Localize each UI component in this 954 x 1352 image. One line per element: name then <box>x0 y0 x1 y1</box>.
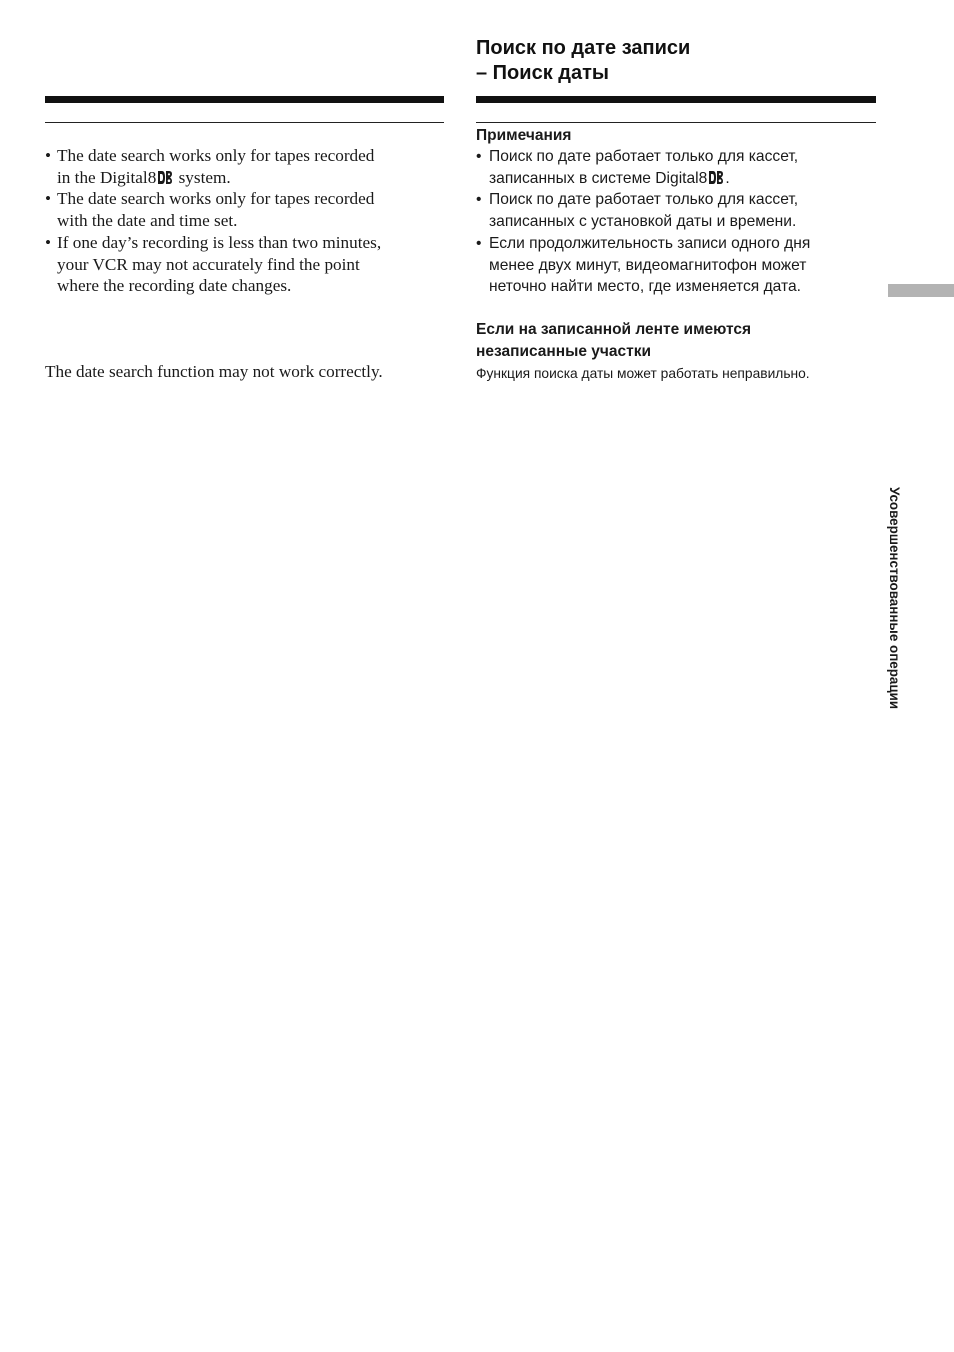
note-line: менее двух минут, видеомагнитофон может <box>489 256 807 274</box>
note-line: записанных с установкой даты и времени. <box>489 213 797 231</box>
note-line: The date search works only for tapes recorded <box>57 146 375 165</box>
russian-note-item <box>476 189 876 232</box>
header-rule-thick <box>476 96 876 103</box>
blank-portion-heading <box>476 319 751 362</box>
header-rule-thin <box>45 122 444 123</box>
bullet: • <box>45 232 52 252</box>
note-line <box>57 167 444 189</box>
bullet: • <box>476 191 482 209</box>
note-line: Поиск по дате работает только для кассет, <box>489 191 799 209</box>
side-label-text: Усовершенствованные операции <box>887 487 902 710</box>
english-note-item <box>45 188 444 231</box>
english-note-item <box>45 232 444 297</box>
bullet: • <box>45 146 52 165</box>
title-line: Поиск по дате записи <box>476 37 691 59</box>
note-text: . <box>725 169 730 187</box>
note-text: in the Digital8 <box>57 167 157 187</box>
notes-heading: Примечания <box>476 127 572 144</box>
digital8-logo-icon <box>708 170 724 185</box>
english-note-item <box>45 145 444 188</box>
title-line: – Поиск даты <box>476 62 609 84</box>
heading-line: Если на записанной ленте имеются <box>476 321 752 338</box>
note-line: with the date and time set. <box>57 211 238 231</box>
header-rule-thin <box>476 122 876 123</box>
russian-note-item <box>476 233 876 298</box>
note-line: неточно найти место, где изменяется дата. <box>489 278 801 296</box>
note-line: where the recording date changes. <box>57 276 292 296</box>
note-line: The date search works only for tapes recorded <box>57 189 375 209</box>
note-line: your VCR may not accurately find the point <box>57 254 360 274</box>
bullet: • <box>476 148 482 165</box>
note-line: Поиск по дате работает только для кассет, <box>489 148 799 165</box>
header-rule-thick <box>45 96 444 103</box>
heading-line: незаписанные участки <box>476 342 652 360</box>
english-notes-list <box>45 145 444 297</box>
note-line: If one day’s recording is less than two minutes, <box>57 232 382 252</box>
russian-blank-portion-text: Функция поиска даты может работать неправильно. <box>476 366 810 381</box>
note-text: записанных в системе Digital8 <box>489 169 708 187</box>
bullet: • <box>476 234 482 252</box>
section-tab-marker <box>888 284 954 297</box>
digital8-logo-icon <box>157 170 173 185</box>
note-line <box>489 168 876 190</box>
english-blank-portion-text: The date search function may not work correctly. <box>45 362 383 381</box>
page-title <box>476 36 690 86</box>
russian-notes-list <box>476 146 876 298</box>
russian-note-item <box>476 146 876 189</box>
note-line: Если продолжительность записи одного дня <box>489 234 811 252</box>
note-text: system. <box>174 167 231 187</box>
section-side-label <box>885 487 903 755</box>
bullet: • <box>45 189 52 209</box>
